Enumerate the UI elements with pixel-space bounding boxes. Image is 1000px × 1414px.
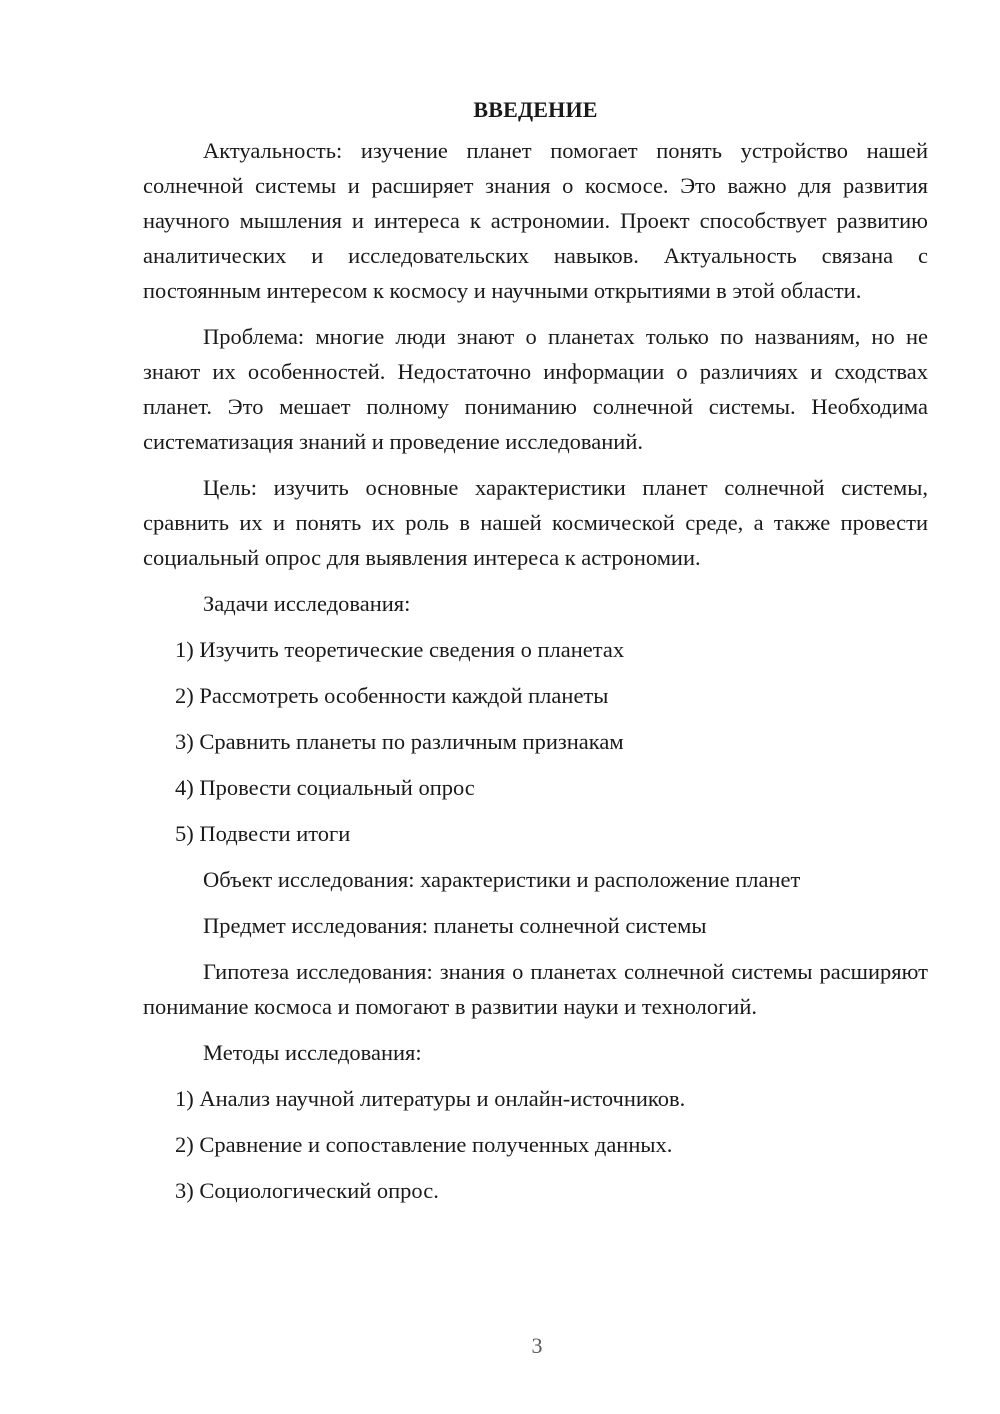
hypothesis-paragraph: Гипотеза исследования: знания о планетах солнечной системы расширяют понимание космоса и помогают в развитии науки и технологий. bbox=[143, 959, 928, 1019]
task-item: 1) Изучить теоретические сведения о планетах bbox=[175, 637, 625, 662]
subject-paragraph: Предмет исследования: планеты солнечной системы bbox=[203, 913, 707, 938]
task-item: 5) Подвести итоги bbox=[175, 821, 351, 846]
methods-heading: Методы исследования: bbox=[203, 1040, 422, 1065]
task-item: 2) Рассмотреть особенности каждой планеты bbox=[175, 683, 609, 708]
page-number: 3 bbox=[531, 1333, 543, 1358]
task-item: 4) Провести социальный опрос bbox=[175, 775, 475, 800]
tasks-list bbox=[143, 632, 928, 851]
problem-paragraph: Проблема: многие люди знают о планетах только по названиям, но не знают их особенностей. Недостаточно информации о различиях и сходствах планет. Это мешает полному пониманию солнечной системы. Необходима систематизация знаний и проведение исследований. bbox=[143, 324, 928, 454]
task-item: 3) Сравнить планеты по различным признакам bbox=[175, 729, 624, 754]
goal-paragraph: Цель: изучить основные характеристики планет солнечной системы, сравнить их и понять их роль в нашей космической среде, а также провести социальный опрос для выявления интереса к астрономии. bbox=[143, 475, 928, 570]
method-item: 2) Сравнение и сопоставление полученных данных. bbox=[175, 1132, 673, 1157]
method-item: 1) Анализ научной литературы и онлайн-источников. bbox=[175, 1086, 686, 1111]
methods-list bbox=[143, 1081, 928, 1208]
section-title: ВВЕДЕНИЕ bbox=[473, 97, 598, 122]
page-content bbox=[143, 92, 928, 1219]
relevance-paragraph: Актуальность: изучение планет помогает понять устройство нашей солнечной системы и расширяет знания о космосе. Это важно для развития научного мышления и интереса к астрономии. Проект способствует развитию аналитических и исследовательских навыков. Актуальность связана с постоянным интересом к космосу и научными открытиями в этой области. bbox=[143, 138, 928, 303]
tasks-heading: Задачи исследования: bbox=[203, 591, 411, 616]
method-item: 3) Социологический опрос. bbox=[175, 1178, 439, 1203]
object-paragraph: Объект исследования: характеристики и расположение планет bbox=[203, 867, 801, 892]
